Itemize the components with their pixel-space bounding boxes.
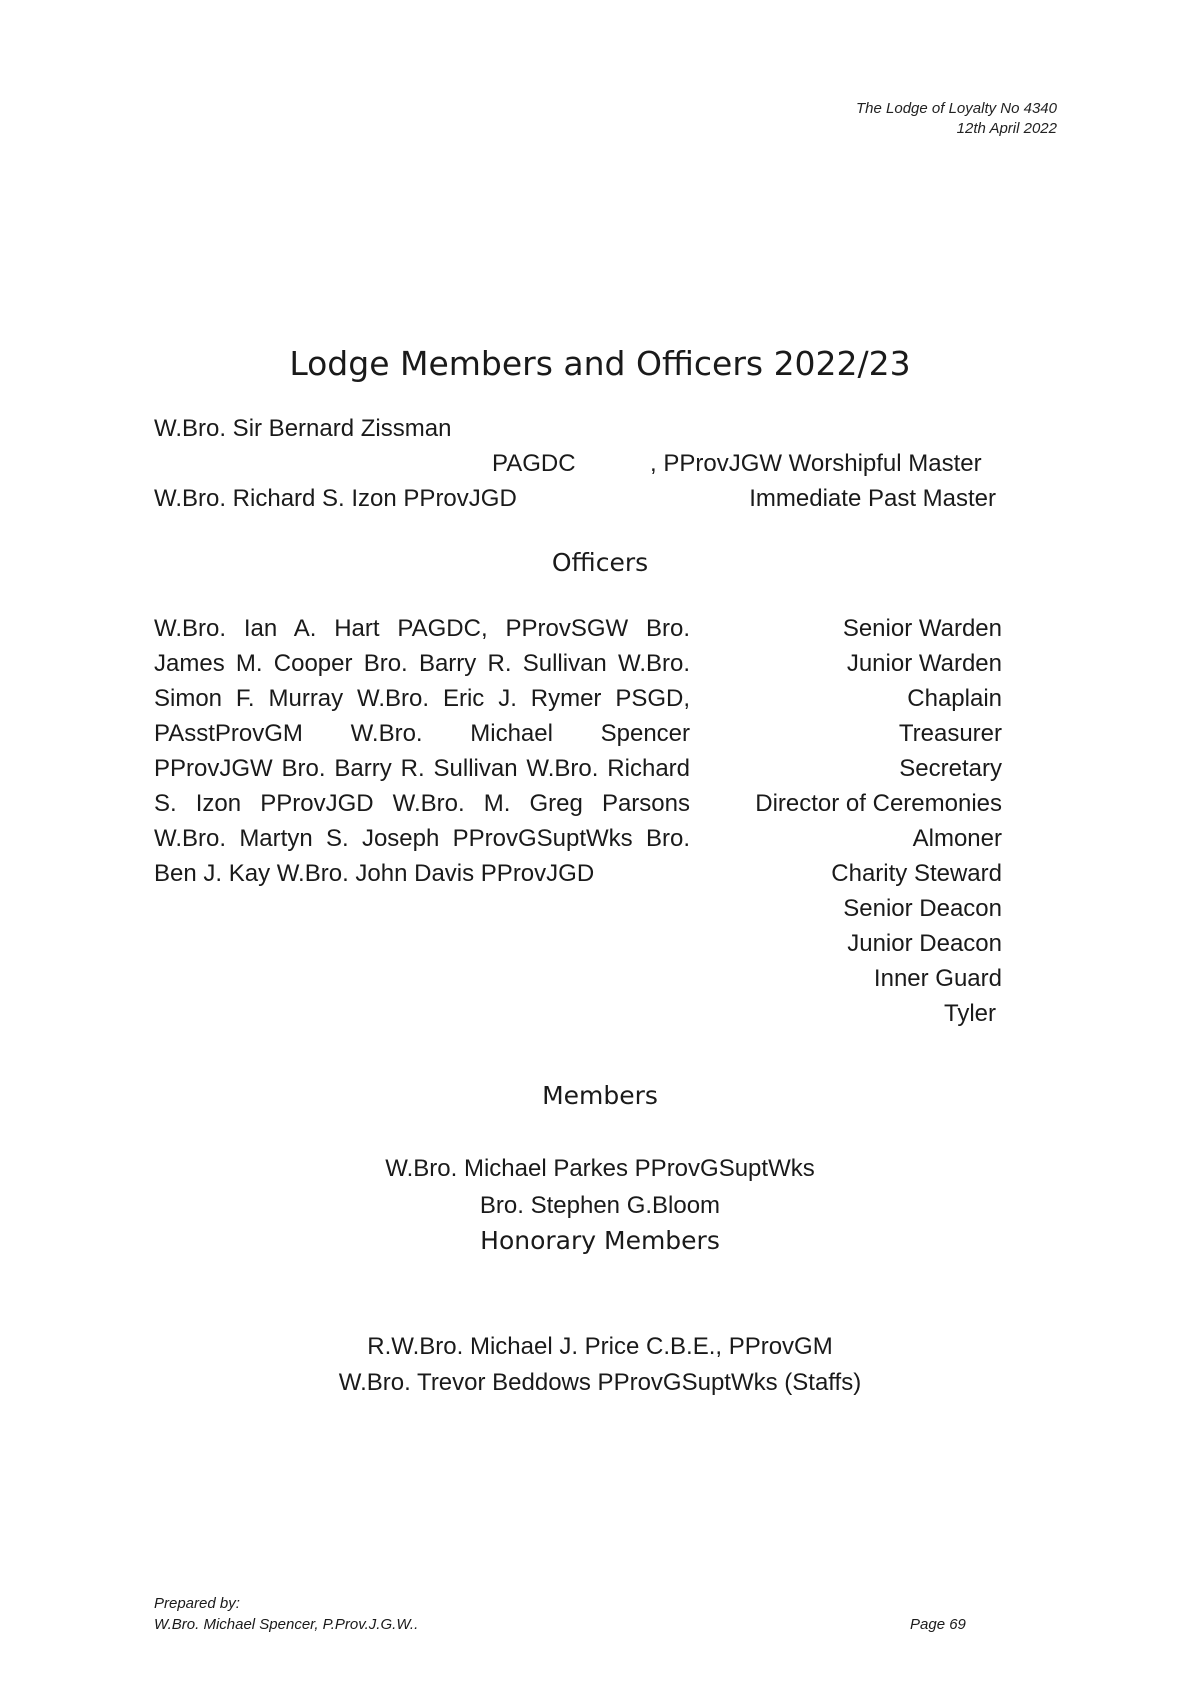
- ipm-name: W.Bro. Richard S. Izon PProvJGD: [154, 485, 517, 512]
- role: Tyler: [943, 1000, 996, 1027]
- role: Junior Warden: [846, 650, 1002, 677]
- role: Charity Steward: [831, 860, 1002, 887]
- master-rank: PAGDC: [492, 450, 576, 477]
- officer-roles: [712, 611, 1002, 1031]
- officers-names: W.Bro. Ian A. Hart PAGDC, PProvSGW Bro. James M. Cooper Bro. Barry R. Sullivan W.Bro. Simon F. Murray W.Bro. Eric J. Rymer PSGD, PAsstProvGM W.Bro. Michael Spencer PProvJGW Bro. Barry R. Sullivan W.Bro. Richard S. Izon PProvJGD W.Bro. M. Greg Parsons W.Bro. Martyn S. Joseph PProvGSuptWks Bro. Ben J. Kay W.Bro. John Davis PProvJGD: [154, 615, 690, 887]
- member-item: Bro. Stephen G.Bloom: [479, 1192, 721, 1219]
- role: Almoner: [912, 825, 1002, 852]
- lodge-name: The Lodge of Loyalty No 4340: [856, 100, 1057, 117]
- honorary-member-item: W.Bro. Trevor Beddows PProvGSuptWks (Staffs): [338, 1369, 862, 1396]
- document-header: [856, 99, 1057, 139]
- role: Senior Warden: [842, 615, 1002, 642]
- prepared-by: [154, 1593, 418, 1635]
- ipm-role: Immediate Past Master: [749, 485, 996, 512]
- role: Senior Deacon: [843, 895, 1002, 922]
- honorary-members-heading: Honorary Members: [480, 1226, 720, 1255]
- officers-heading: Officers: [551, 548, 649, 577]
- document-date: 12th April 2022: [956, 120, 1057, 137]
- members-heading: Members: [542, 1081, 658, 1110]
- role: Junior Deacon: [847, 930, 1002, 957]
- role: Inner Guard: [873, 965, 1002, 992]
- preparer-name: W.Bro. Michael Spencer, P.Prov.J.G.W..: [154, 1616, 419, 1633]
- page-number: Page 69: [910, 1616, 966, 1633]
- prepared-label: Prepared by:: [154, 1595, 240, 1612]
- master-name: W.Bro. Sir Bernard Zissman: [154, 415, 452, 442]
- role: Chaplain: [907, 685, 1002, 712]
- member-item: W.Bro. Michael Parkes PProvGSuptWks: [385, 1155, 815, 1182]
- role: Director of Ceremonies: [755, 790, 1002, 817]
- master-rank-role: , PProvJGW Worshipful Master: [650, 450, 982, 477]
- role: Secretary: [899, 755, 1002, 782]
- role: Treasurer: [898, 720, 1002, 747]
- honorary-member-item: R.W.Bro. Michael J. Price C.B.E., PProvGM: [367, 1333, 833, 1360]
- page-title: Lodge Members and Officers 2022/23: [289, 344, 911, 383]
